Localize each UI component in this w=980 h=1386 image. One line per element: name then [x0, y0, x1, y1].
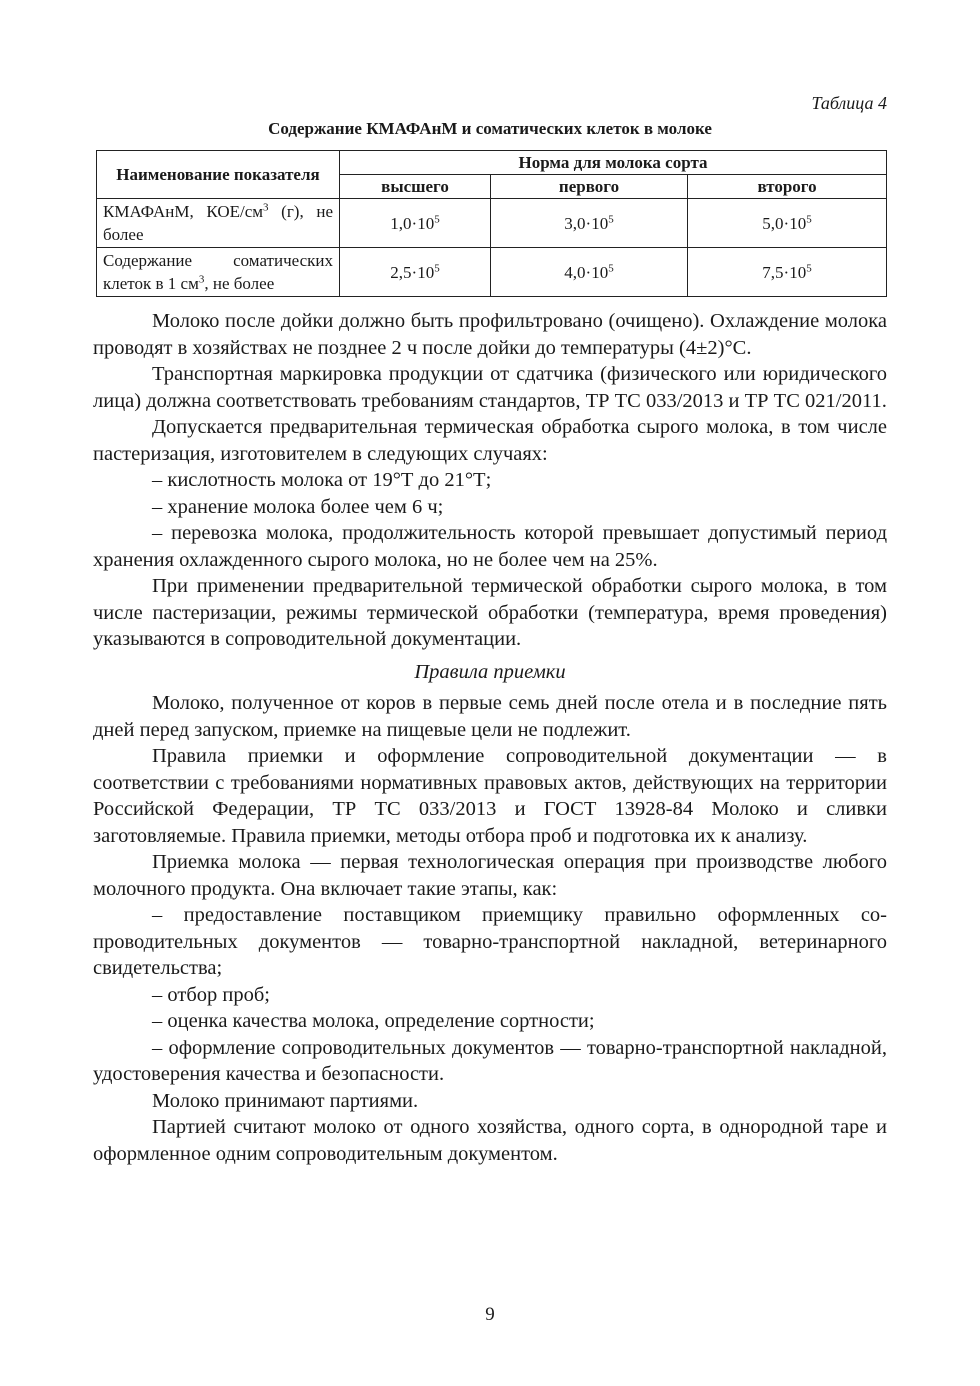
list-item: – оценка качества молока, определение сортности; — [152, 1010, 595, 1032]
table-row — [97, 248, 887, 297]
value-cell: $3,0\cdot 10^5$ — [491, 199, 688, 248]
body-text — [93, 308, 887, 1167]
list-item: – хранение молока более чем 6 ч; — [152, 495, 444, 518]
paragraph: Молоко принимают партиями. — [152, 1089, 419, 1112]
paragraph: Партией считают молоко от одного хозяйства, одного сорта, в однородной таре и оформленное одним сопроводительным документом. — [93, 1116, 887, 1165]
value-cell: $4,0\cdot 10^5$ — [491, 248, 688, 297]
paragraph: Молоко, полученное от коров в первые семь дней после отела и в последние пять дней перед запуском, приемке на пищевые цели не подлежит. — [93, 692, 887, 741]
header-grade-highest: высшего — [340, 175, 491, 199]
row-name-kmafanm: КМАФАнМ, КОЕ/$см^3$ (г), не более — [97, 199, 340, 248]
table-label: Таблица 4 — [811, 93, 887, 113]
paragraph: Транспортная маркировка продукции от сдатчика (физического или юридического лица) должна соответствовать требованиям стандартов, ТР ТС 033/2013 и ТР ТС 021/2011. — [93, 363, 887, 412]
paragraph: Правила приемки и оформление сопроводительной документации — в соответствии с требованиями нормативных правовых актов, действующих на территории Российской Федерации, ТР ТС 033/2013 и ГОСТ 13928-84 Молоко и сливки заготовляемые. Правила приемки, методы отбора проб и подготовка их к анализу. — [93, 745, 887, 847]
table-caption: Содержание КМАФАнМ и соматических клеток в молоке — [268, 119, 712, 138]
header-norm: Норма для молока сорта — [340, 151, 887, 175]
list-item: – перевозка молока, продолжительность которой превышает допустимый период хранения охлажденного сырого молока, но не более чем на 25%. — [93, 522, 887, 571]
header-indicator-name: Наименование показателя — [97, 151, 340, 199]
header-grade-first: первого — [491, 175, 688, 199]
value-cell: $2,5\cdot 10^5$ — [340, 248, 491, 297]
norms-table — [96, 150, 887, 297]
paragraph: При применении предварительной термической обработки сырого молока, в том числе пастеризации, режимы термической обработки (температура, время проведения) указываются в сопроводительной документации. — [93, 575, 887, 650]
table-row — [97, 199, 887, 248]
paragraph: Допускается предварительная термическая обработка сырого молока, в том числе пастеризация, изготовителем в следующих случаях: — [93, 416, 887, 465]
section-heading: Правила приемки — [414, 660, 566, 683]
list-item: – отбор проб; — [152, 983, 270, 1006]
paragraph: Приемка молока — первая технологическая операция при производстве любого молочного продукта. Она включает такие этапы, как: — [93, 851, 887, 900]
value-cell: $7,5\cdot 10^5$ — [688, 248, 887, 297]
list-item: – кислотность молока от 19°Т до 21°Т; — [152, 469, 492, 491]
page-number: 9 — [485, 1304, 495, 1325]
table-header-row — [97, 151, 887, 175]
row-name-somatic-cells: Содержание соматических клеток в 1 $см^3$, не более — [97, 248, 340, 297]
paragraph: Молоко после дойки должно быть профильтровано (очищено). Охлаждение молока проводят в хозяйствах не позднее 2 ч после дойки до температуры (4±2)°С. — [93, 310, 887, 359]
value-cell: $5,0\cdot 10^5$ — [688, 199, 887, 248]
page-content — [93, 92, 887, 1167]
header-grade-second: второго — [688, 175, 887, 199]
value-cell: $1,0\cdot 10^5$ — [340, 199, 491, 248]
list-item: – оформление сопроводительных документов — товарно-транспортной накладной, удостоверения качества и безопасности. — [93, 1036, 887, 1085]
list-item: – предоставление поставщиком приемщику правильно оформленных сопроводительных документов — товарно-транспортной накладной, ветеринарного свидетельства; — [93, 904, 887, 979]
